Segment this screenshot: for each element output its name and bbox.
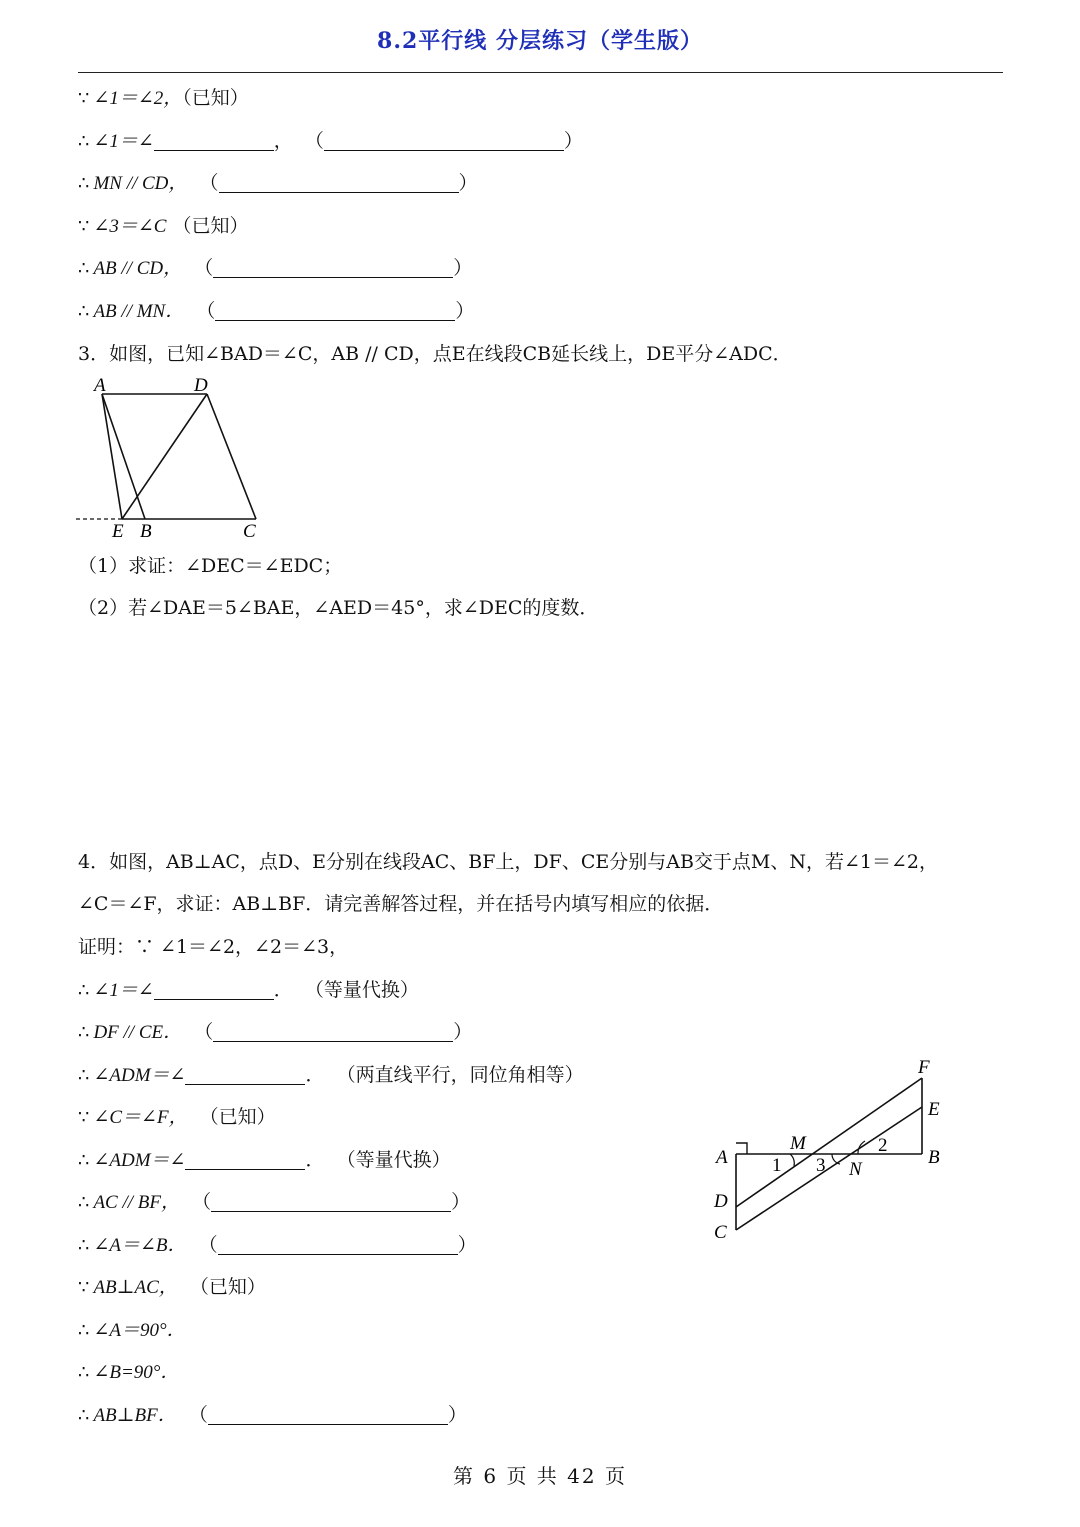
reason-blank[interactable] — [208, 1405, 448, 1425]
therefore-symbol: ∴ — [78, 980, 90, 1001]
q4-line-2: ∴ DF // CE． （ ） — [78, 1021, 473, 1043]
label-angle-1: 1 — [772, 1155, 782, 1176]
q4-line-6: ∴ AC // BF， （ ） — [78, 1191, 471, 1213]
q3-part-1: （1）求证：∠DEC＝∠EDC； — [78, 555, 343, 577]
because-symbol: ∵ — [78, 88, 90, 109]
label-C: C — [714, 1222, 727, 1243]
q4-line-3: ∴ ∠ADM＝∠ ． （两直线平行，同位角相等） — [78, 1064, 584, 1086]
q4-line-1: ∴ ∠1＝∠ ． （等量代换） — [78, 979, 419, 1001]
therefore-symbol: ∴ — [78, 258, 90, 279]
answer-blank[interactable] — [185, 1150, 305, 1170]
label-A: A — [94, 375, 106, 396]
therefore-symbol: ∴ — [78, 1362, 90, 1383]
q4-line-10: ∴ ∠B=90°． — [78, 1362, 180, 1383]
label-angle-3: 3 — [816, 1155, 826, 1176]
therefore-symbol: ∴ — [78, 1065, 90, 1086]
q3-stem: 3．如图，已知∠BAD＝∠C，AB // CD，点E在线段CB延长线上，DE平分∠ADC． — [78, 343, 792, 365]
q4-proof-intro: 证明：∵ ∠1＝∠2，∠2＝∠3， — [78, 936, 349, 958]
reason-blank[interactable] — [211, 1192, 451, 1212]
proof2-line-2: ∴ ∠1＝∠ ， （ ） — [78, 130, 583, 152]
label-angle-2: 2 — [878, 1135, 888, 1156]
therefore-symbol: ∴ — [78, 173, 90, 194]
reason-blank[interactable] — [218, 1235, 458, 1255]
q4-line-4: ∵ ∠C＝∠F， （已知） — [78, 1106, 276, 1128]
segment-DC — [207, 394, 256, 519]
label-E: E — [928, 1099, 940, 1120]
q4-line-5: ∴ ∠ADM＝∠ ． （等量代换） — [78, 1149, 451, 1171]
angle-1-arc — [790, 1154, 794, 1166]
segment-AB — [102, 394, 145, 519]
reason-blank[interactable] — [324, 131, 564, 151]
proof2-line-6: ∴ AB // MN． （ ） — [78, 300, 475, 322]
therefore-symbol: ∴ — [78, 1320, 90, 1341]
q3-figure — [70, 372, 290, 542]
therefore-symbol: ∴ — [78, 1022, 90, 1043]
label-D: D — [194, 375, 208, 396]
q4-stem-2: ∠C＝∠F，求证：AB⊥BF．请完善解答过程，并在括号内填写相应的依据． — [78, 893, 724, 915]
therefore-symbol: ∴ — [78, 1150, 90, 1171]
proof2-line-3: ∴ MN // CD， （ ） — [78, 172, 478, 194]
q4-line-9: ∴ ∠A＝90°． — [78, 1320, 186, 1341]
reason-blank[interactable] — [219, 173, 459, 193]
q4-line-8: ∵ AB⊥AC， （已知） — [78, 1276, 266, 1298]
label-B: B — [928, 1147, 940, 1168]
therefore-symbol: ∴ — [78, 131, 90, 152]
therefore-symbol: ∴ — [78, 1405, 90, 1426]
page-header: 8.2平行线 分层练习（学生版） — [377, 28, 703, 54]
label-B: B — [140, 521, 152, 542]
page-footer: 第 6 页 共 42 页 — [453, 1464, 627, 1488]
therefore-symbol: ∴ — [78, 301, 90, 322]
segment-CE — [736, 1107, 922, 1230]
therefore-symbol: ∴ — [78, 1192, 90, 1213]
therefore-symbol: ∴ — [78, 1235, 90, 1256]
header-divider — [78, 72, 1003, 73]
label-N: N — [849, 1159, 862, 1180]
answer-blank[interactable] — [154, 980, 274, 1000]
q4-line-11: ∴ AB⊥BF． （ ） — [78, 1404, 467, 1426]
label-F: F — [918, 1057, 930, 1078]
q4-figure — [700, 1045, 960, 1250]
segment-DF — [736, 1078, 922, 1207]
label-E: E — [112, 521, 124, 542]
segment-AE — [102, 394, 122, 519]
proof2-line-1: ∵ ∠1＝∠2，（已知） — [78, 87, 249, 109]
because-symbol: ∵ — [78, 1277, 90, 1298]
segment-DE — [122, 394, 207, 519]
q3-part-2: （2）若∠DAE＝5∠BAE，∠AED＝45°，求∠DEC的度数． — [78, 597, 599, 619]
right-angle-mark — [736, 1143, 747, 1154]
because-symbol: ∵ — [78, 216, 90, 237]
q4-stem-1: 4．如图，AB⊥AC，点D、E分别在线段AC、BF上，DF、CE分别与AB交于点M、N，若∠1＝∠2， — [78, 851, 939, 873]
q4-line-7: ∴ ∠A＝∠B． （ ） — [78, 1234, 477, 1256]
proof2-line-4: ∵ ∠3＝∠C （已知） — [78, 215, 249, 237]
reason-blank[interactable] — [215, 301, 455, 321]
answer-blank[interactable] — [154, 131, 274, 151]
proof2-line-5: ∴ AB // CD， （ ） — [78, 257, 473, 279]
label-A: A — [716, 1147, 728, 1168]
because-symbol: ∵ — [78, 1107, 90, 1128]
label-M: M — [790, 1133, 806, 1154]
reason-blank[interactable] — [213, 1022, 453, 1042]
label-C: C — [243, 521, 256, 542]
reason-blank[interactable] — [213, 258, 453, 278]
label-D: D — [714, 1191, 728, 1212]
answer-blank[interactable] — [185, 1065, 305, 1085]
